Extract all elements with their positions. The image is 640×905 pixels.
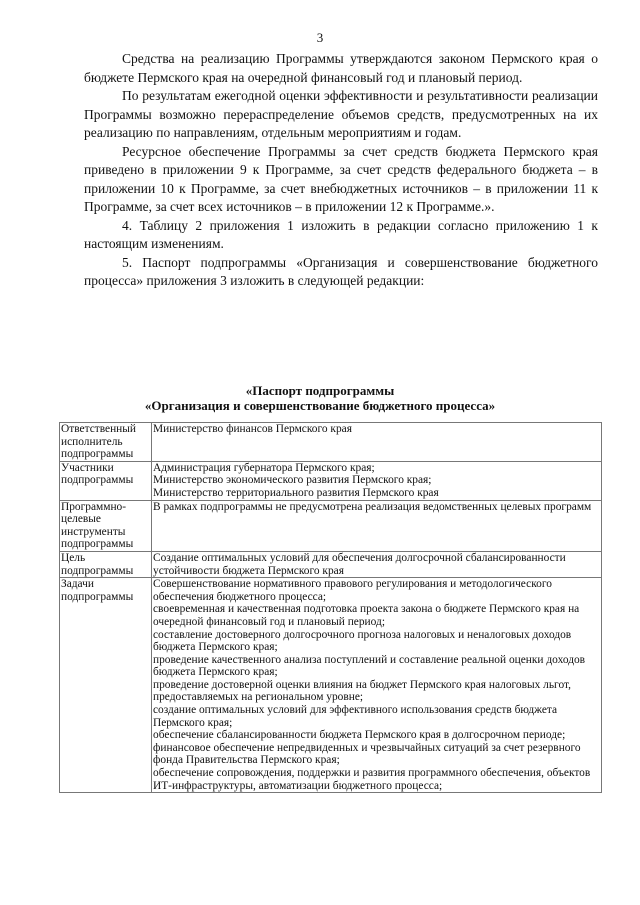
passport-title-line-2: «Организация и совершенствование бюджетного процесса»: [144, 398, 496, 413]
paragraph-resource-provision: Ресурсное обеспечение Программы за счет средств бюджета Пермского края приведено в приложении 9 к Программе, за счет средств федерального бюджета – в приложении 10 к Программе, за счет внебюджетных источников – в приложении 11 к Программе, за счет всех источников – в приложении 12 к Программе.».: [84, 143, 598, 214]
row-value-participants: [152, 461, 602, 500]
task-item: финансовое обеспечение непредвиденных и чрезвычайных ситуаций за счет резервного фонда Правительства Пермского края;: [153, 741, 581, 767]
row-value-responsible: [152, 423, 602, 462]
value-line: В рамках подпрограммы не предусмотрена реализация ведомственных целевых программ: [153, 500, 592, 513]
task-item: составление достоверного долгосрочного прогноза налоговых и неналоговых доходов бюджета Пермского края;: [153, 628, 572, 654]
row-label-responsible: Ответственный исполнитель подпрограммы: [60, 423, 152, 462]
value-line: Администрация губернатора Пермского края;: [153, 461, 375, 474]
paragraph-redistribution: По результатам ежегодной оценки эффективности и результативности реализации Программы возможно перераспределение объемов средств, предусмотренных на их реализацию по направлениям, отдельным мероприятиям и годам.: [84, 88, 598, 140]
paragraph-item-4: 4. Таблицу 2 приложения 1 изложить в редакции согласно приложению 1 к настоящим изменениям.: [84, 217, 598, 251]
table-row: [60, 578, 602, 793]
row-label-goal: Цель подпрограммы: [60, 551, 152, 577]
task-item: проведение достоверной оценки влияния на бюджет Пермского края налоговых льгот, предоставляемых на региональном уровне;: [153, 678, 571, 704]
row-label-participants: Участники подпрограммы: [60, 461, 152, 500]
task-item: создание оптимальных условий для эффективного использования средств бюджета Пермского края;: [153, 704, 558, 729]
paragraph-funding: Средства на реализацию Программы утверждаются законом Пермского края о бюджете Пермского края на очередной финансовый год и плановый период.: [84, 51, 598, 85]
value-line: Министерство экономического развития Пермского края;: [153, 474, 432, 487]
row-value-goal: [152, 551, 602, 577]
table-row: [60, 461, 602, 500]
passport-table: [59, 422, 602, 793]
body-text: [84, 50, 598, 291]
task-item: своевременная и качественная подготовка проекта закона о бюджете Пермского края на очередной финансовый год и плановый период;: [153, 603, 580, 628]
paragraph-item-5: 5. Паспорт подпрограммы «Организация и совершенствование бюджетного процесса» приложения 3 изложить в следующей редакции:: [84, 254, 598, 288]
value-line: Министерство финансов Пермского края: [153, 423, 352, 435]
passport-title: [0, 383, 640, 413]
row-label-tasks: Задачи подпрограммы: [60, 578, 152, 793]
table-row: [60, 551, 602, 577]
task-item: обеспечение сопровождения, поддержки и развития программного обеспечения, объектов ИТ-инфраструктуры, автоматизации бюджетного процесса;: [153, 767, 591, 792]
table-row: [60, 423, 602, 462]
passport-title-line-1: «Паспорт подпрограммы: [245, 383, 395, 398]
row-value-tasks: [152, 578, 602, 793]
value-line: Создание оптимальных условий для обеспечения долгосрочной сбалансированности устойчивости бюджета Пермского края: [153, 551, 566, 577]
page-number: 3: [316, 30, 324, 45]
task-item: Совершенствование нормативного правового регулирования и методологического обеспечения бюджетного процесса;: [153, 578, 552, 603]
task-item: проведение качественного анализа поступлений и составление реальной оценки доходов бюджета Пермского края;: [153, 653, 586, 679]
task-item: обеспечение сбалансированности бюджета Пермского края в долгосрочном периоде;: [153, 729, 566, 742]
value-line: Министерство территориального развития Пермского края: [153, 486, 439, 499]
row-value-instruments: [152, 500, 602, 551]
row-label-instruments: Программно-целевые инструменты подпрограммы: [60, 500, 152, 551]
table-row: [60, 500, 602, 551]
